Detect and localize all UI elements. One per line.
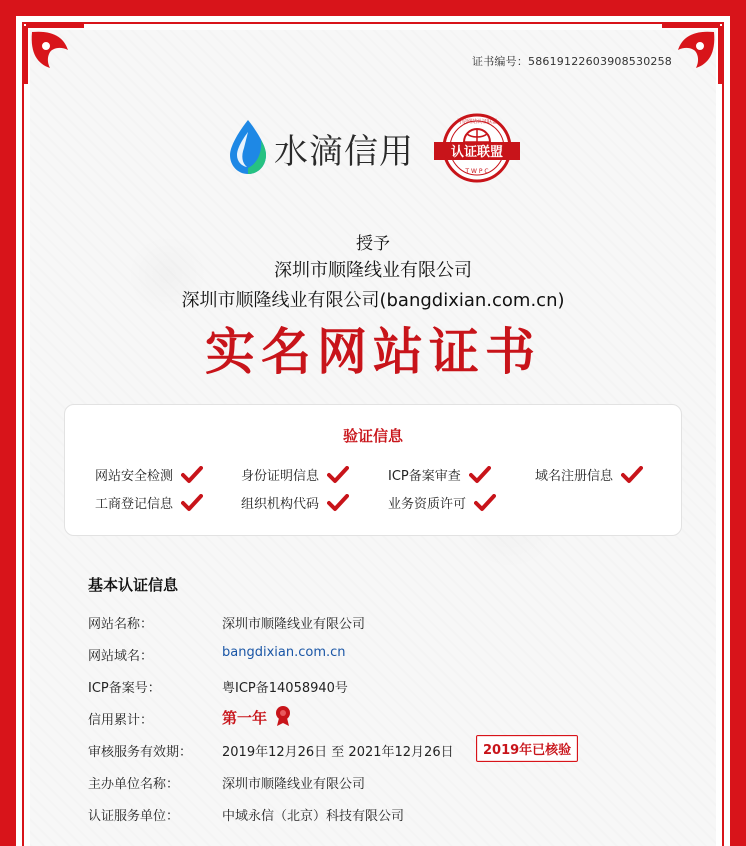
info-value: 深圳市顺隆线业有限公司 (222, 617, 366, 632)
info-label: 网站域名： (88, 649, 154, 664)
grantee-site: 深圳市顺隆线业有限公司(bangdixian.com.cn) (181, 290, 565, 311)
verification-item-label: ICP备案审查 (388, 469, 461, 484)
credit-value: 第一年 (222, 709, 268, 727)
verification-item (95, 493, 203, 512)
logo-row (226, 112, 526, 184)
seal-main-text: 认证联盟 (450, 145, 504, 160)
domain-link[interactable]: bangdixian.com.cn (222, 645, 346, 660)
corner-ornament-icon (24, 24, 94, 94)
info-label: 主办单位名称： (88, 777, 180, 792)
verification-item (535, 465, 643, 484)
verification-item (388, 465, 491, 484)
verification-item-label: 业务资质许可 (388, 497, 467, 512)
info-label: 审核服务有效期： (88, 745, 193, 760)
info-label: 网站名称： (88, 617, 154, 632)
info-label: ICP备案号： (88, 681, 161, 696)
seal-arc-text: 可信网站认证联盟 (456, 119, 498, 125)
globe-seal-icon (432, 112, 522, 184)
verification-item (241, 465, 349, 484)
verification-item-label: 身份证明信息 (241, 469, 320, 484)
verified-badge: 2019年已核验 (476, 735, 578, 762)
info-value: 粤ICP备14058940号 (222, 681, 348, 696)
verification-item-label: 工商登记信息 (95, 497, 174, 512)
grantee-company: 深圳市顺隆线业有限公司 (274, 260, 472, 281)
check-mark-icon (474, 494, 496, 512)
certificate-number-label: 证书编号： (472, 55, 529, 68)
check-mark-icon (469, 466, 491, 484)
check-mark-icon (327, 466, 349, 484)
certificate-number (472, 53, 672, 69)
check-mark-icon (327, 494, 349, 512)
basic-info-title: 基本认证信息 (88, 576, 179, 594)
verification-item-label: 域名注册信息 (535, 469, 614, 484)
certificate-number-value: 58619122603908530258 (528, 55, 672, 68)
verification-title: 验证信息 (342, 427, 403, 445)
check-mark-icon (181, 494, 203, 512)
verification-item-label: 组织机构代码 (241, 497, 320, 512)
water-drop-icon (226, 118, 270, 176)
info-value: 深圳市顺隆线业有限公司 (222, 777, 366, 792)
verification-panel (64, 404, 682, 536)
info-value: 2019年12月26日 至 2021年12月26日 (222, 745, 454, 760)
verification-item-label: 网站安全检测 (95, 469, 174, 484)
medal-icon (274, 705, 292, 727)
info-label: 信用累计： (88, 713, 154, 728)
verification-item (241, 493, 349, 512)
info-value: 中域永信（北京）科技有限公司 (222, 809, 405, 824)
certificate-title: 实名网站证书 (205, 322, 541, 381)
check-mark-icon (621, 466, 643, 484)
verification-item (388, 493, 496, 512)
verification-item (95, 465, 203, 484)
brand-name: 水滴信用 (274, 132, 414, 172)
info-label: 认证服务单位： (88, 809, 180, 824)
check-mark-icon (181, 466, 203, 484)
seal-sub-text: T W P C (465, 168, 489, 175)
grant-label: 授予 (356, 234, 390, 254)
